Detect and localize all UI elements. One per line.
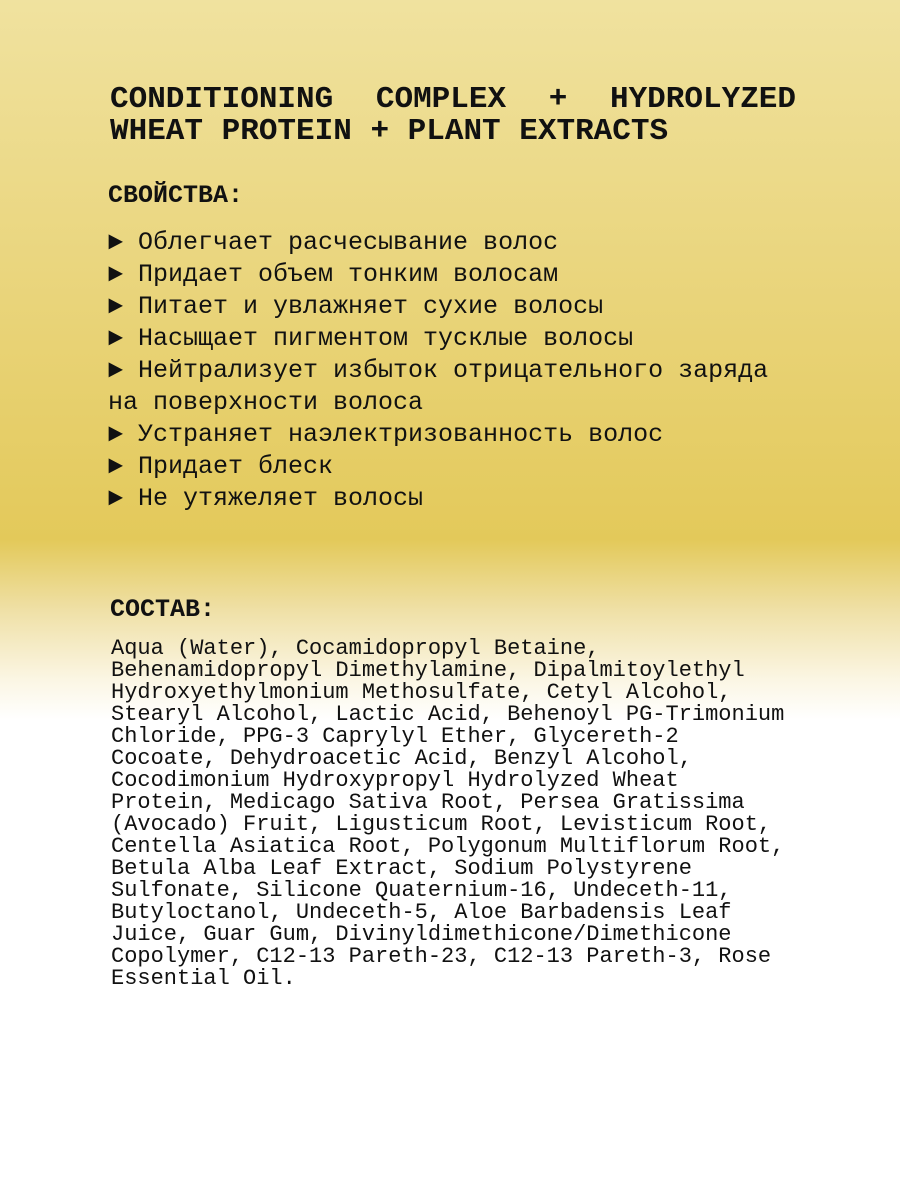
- composition-line: Chloride, PPG-3 Caprylyl Ether, Glycereth-2: [111, 724, 679, 749]
- composition-line: Aqua (Water), Cocamidopropyl Betaine,: [111, 636, 600, 661]
- properties-heading: СВОЙСТВА:: [108, 181, 244, 210]
- property-item: ► Придает объем тонким волосам: [108, 260, 559, 289]
- composition-line: Butyloctanol, Undeceth-5, Aloe Barbadensis Leaf: [111, 900, 732, 925]
- composition-heading: СОСТАВ:: [110, 595, 216, 624]
- property-item: ► Не утяжеляет волосы: [108, 484, 424, 513]
- composition-line: Sulfonate, Silicone Quaternium-16, Undeceth-11,: [111, 878, 732, 903]
- property-item: ► Насыщает пигментом тусклые волосы: [108, 324, 634, 353]
- composition-line: Behenamidopropyl Dimethylamine, Dipalmitoylethyl: [111, 658, 745, 683]
- composition-line: Cocoate, Dehydroacetic Acid, Benzyl Alcohol,: [111, 746, 692, 771]
- title-line-1: [110, 84, 796, 116]
- title-word: CONDITIONING: [110, 82, 334, 117]
- property-item: ► Питает и увлажняет сухие волосы: [108, 292, 604, 321]
- property-item: ► Придает блеск: [108, 452, 334, 481]
- composition-text: [111, 638, 784, 990]
- composition-line: Juice, Guar Gum, Divinyldimethicone/Dimethicone: [111, 922, 732, 947]
- product-title: [110, 84, 796, 148]
- title-word: +: [548, 82, 568, 117]
- properties-list: [108, 227, 768, 515]
- composition-line: Protein, Medicago Sativa Root, Persea Gratissima: [111, 790, 745, 815]
- composition-line: Hydroxyethylmonium Methosulfate, Cetyl Alcohol,: [111, 680, 732, 705]
- composition-line: Stearyl Alcohol, Lactic Acid, Behenoyl PG-Trimonium: [111, 702, 785, 727]
- property-item: ► Устраняет наэлектризованность волос: [108, 420, 664, 449]
- composition-line: Copolymer, C12-13 Pareth-23, C12-13 Pareth-3, Rose: [111, 944, 772, 969]
- title-word: HYDROLYZED: [609, 82, 796, 117]
- property-item: ► Нейтрализует избыток отрицательного заряда: [108, 356, 769, 385]
- composition-line: Betula Alba Leaf Extract, Sodium Polystyrene: [111, 856, 692, 881]
- composition-line: (Avocado) Fruit, Ligusticum Root, Levisticum Root,: [111, 812, 772, 837]
- composition-line: Centella Asiatica Root, Polygonum Multiflorum Root,: [111, 834, 785, 859]
- composition-line: Essential Oil.: [111, 966, 296, 991]
- property-item: ► Облегчает расчесывание волос: [108, 228, 559, 257]
- property-item-continuation: на поверхности волоса: [108, 388, 424, 417]
- title-word: COMPLEX: [375, 82, 507, 117]
- title-line-2: WHEAT PROTEIN + PLANT EXTRACTS: [110, 114, 669, 149]
- composition-line: Cocodimonium Hydroxypropyl Hydrolyzed Wheat: [111, 768, 679, 793]
